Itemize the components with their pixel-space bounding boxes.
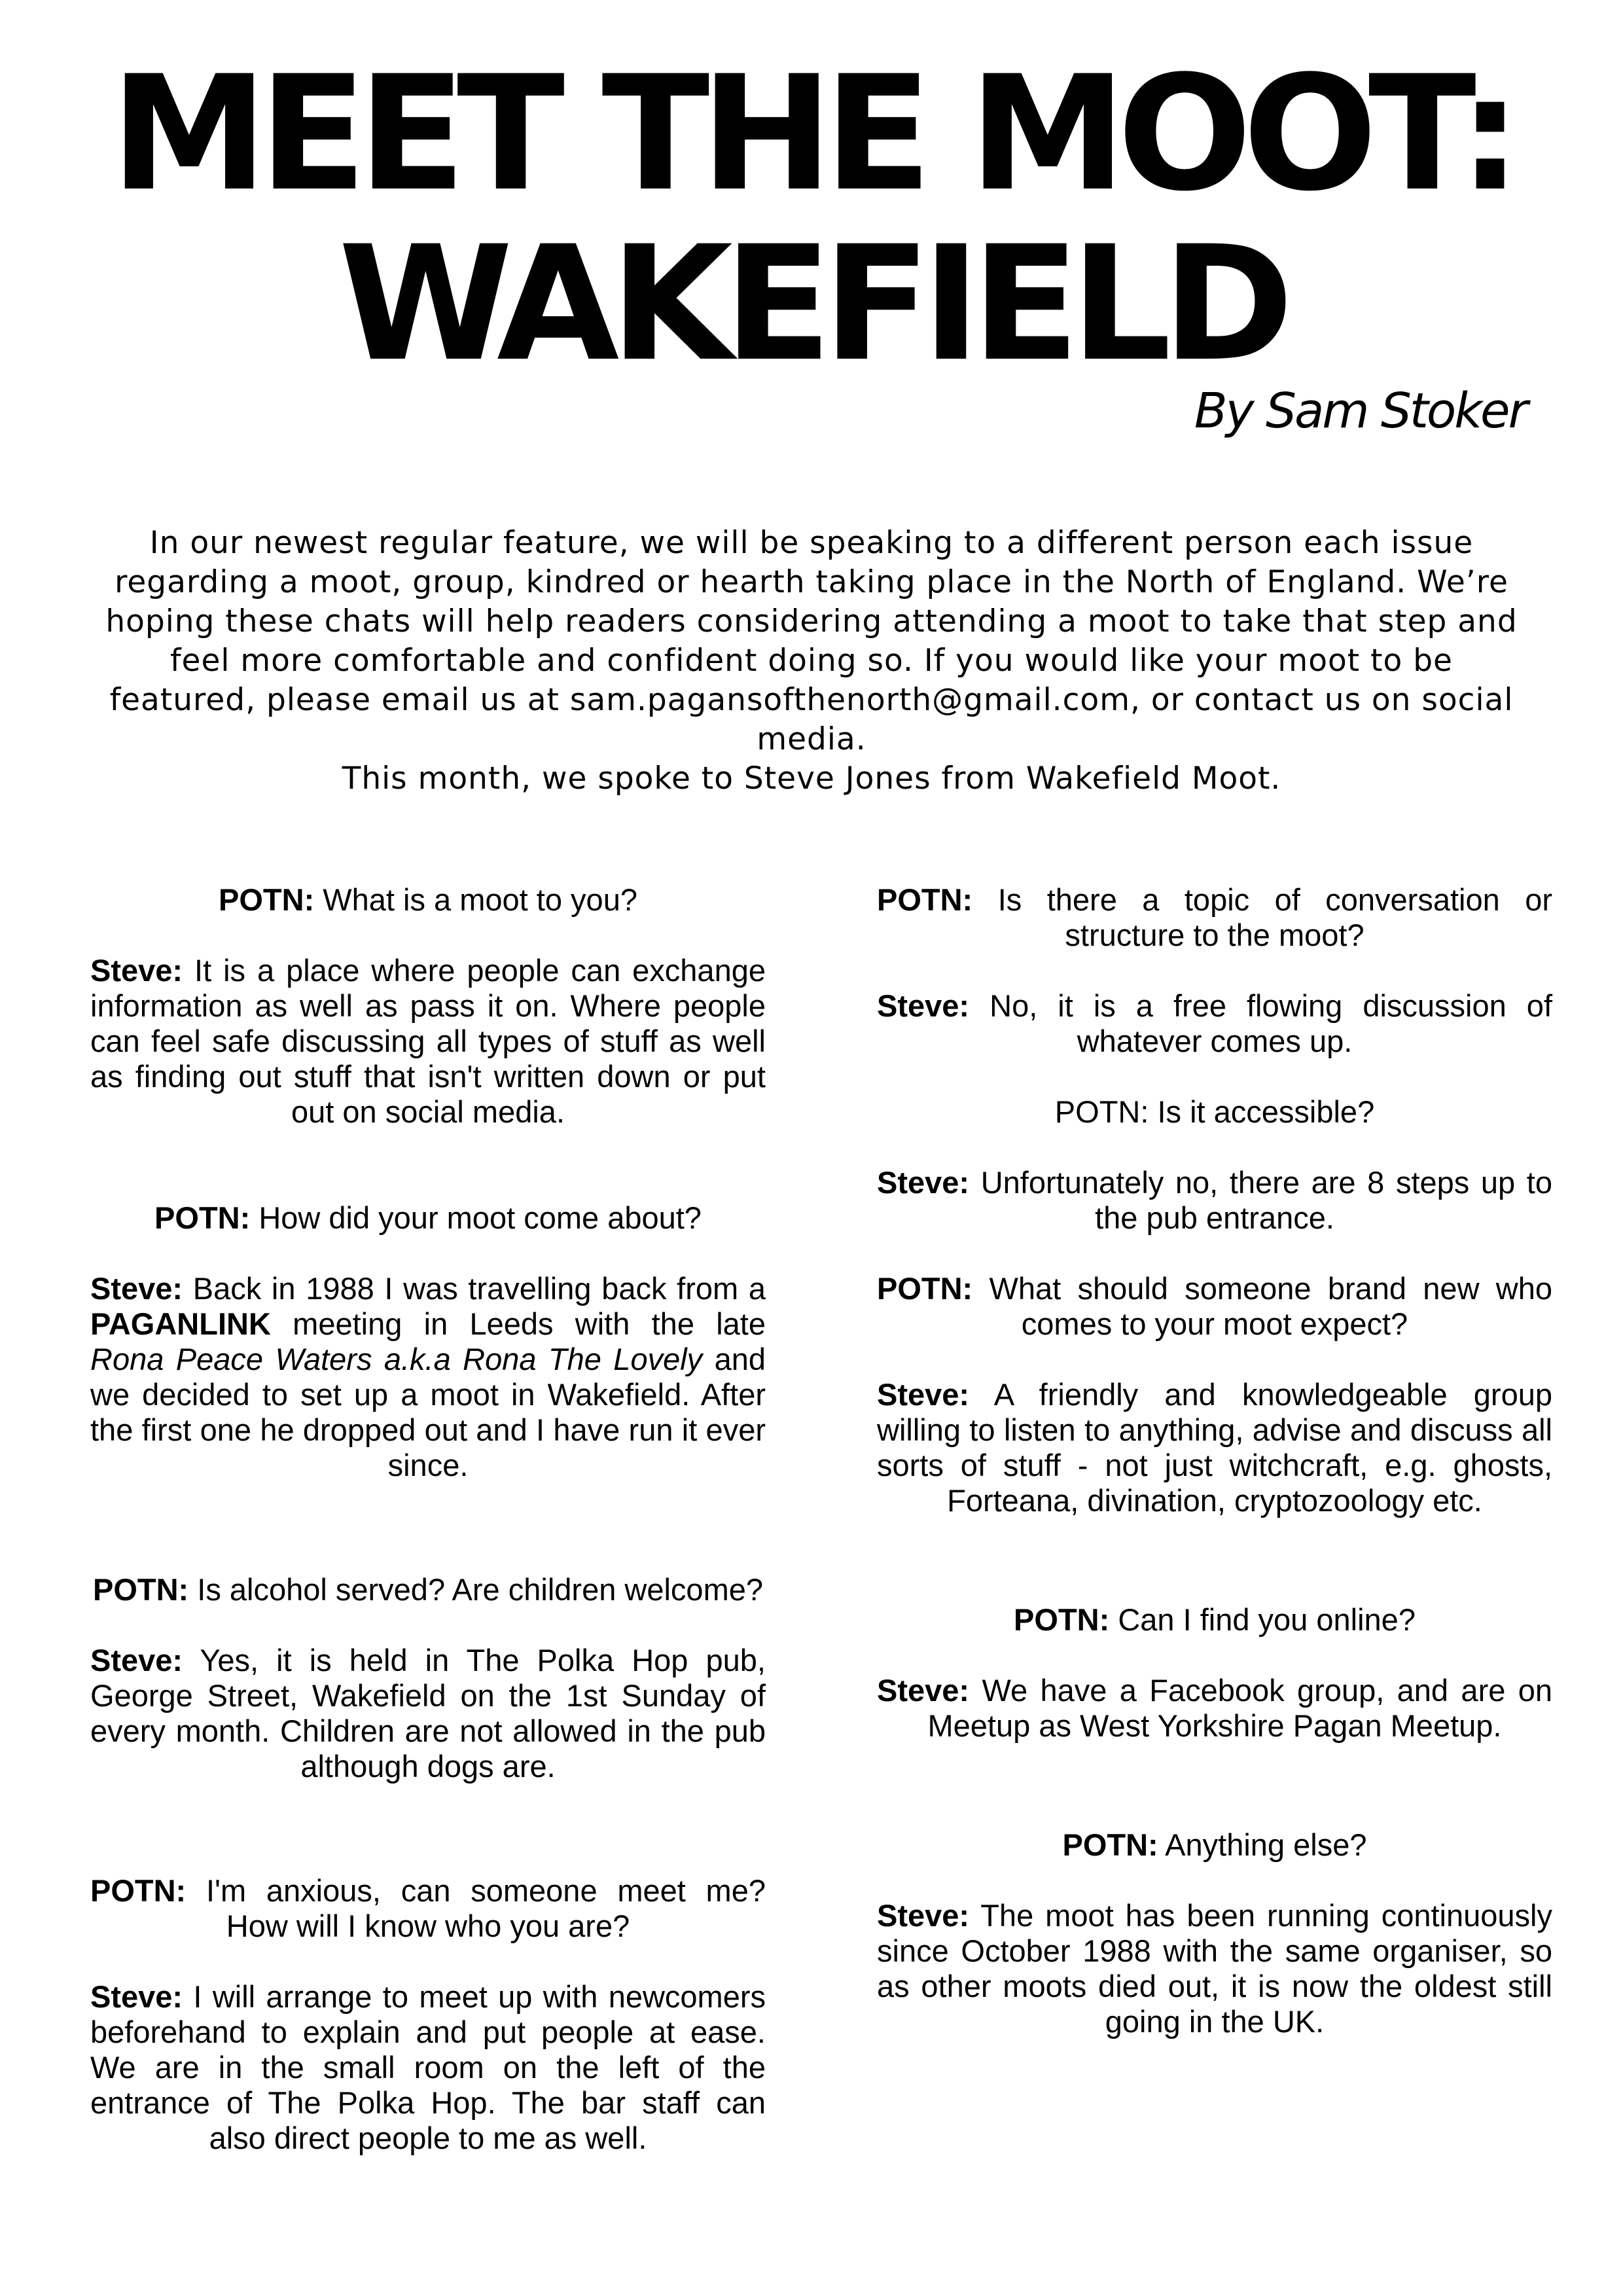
question-text: Is there a topic of conversation or structure to the moot? [997,882,1552,952]
byline: By Sam Stoker [1194,383,1526,439]
answer [877,1377,1552,1518]
question: POTN: Is it accessible? [1054,1094,1375,1129]
potn-label: POTN: [1062,1827,1158,1862]
answer-text: No, it is a free flowing discussion of whatever comes up. [990,988,1553,1058]
question [877,882,1552,953]
answer-text: It is a place where people can exchange information as well as pass it on. Where people can feel safe discussing all types of stuff as well as finding out stuff that isn't written down or put out on social media. [90,953,766,1129]
right-column [877,882,1552,2039]
question-text: Anything else? [1165,1827,1367,1862]
answer [877,1673,1552,1744]
potn-label: POTN: [219,882,315,917]
answer-text: Yes, it is held in The Polka Hop pub, George Street, Wakefield on the 1st Sunday of every month. Children are not allowed in the pub although dogs are. [90,1643,766,1784]
person-name: Rona Peace Waters a.k.a Rona The Lovely [90,1342,703,1376]
potn-label: POTN: [92,1572,189,1607]
question-text: I'm anxious, can someone meet me? How will I know who you are? [205,1873,766,1943]
question [877,1271,1552,1342]
article-title [0,42,1623,397]
potn-label: POTN: [1014,1602,1110,1637]
potn-label: POTN: [154,1200,251,1235]
question-text: Can I find you online? [1118,1602,1416,1637]
question-text: What should someone brand new who comes to your moot expect? [989,1271,1552,1341]
steve-label: Steve: [877,988,970,1023]
answer-text: and we decided to set up a moot in Wakefield. After the first one he dropped out and I have run it ever since. [90,1342,766,1482]
title-line-2: WAKEFIELD [338,212,1285,397]
answer [90,1979,766,2156]
answer-text: meeting in Leeds with the late [293,1306,766,1341]
potn-label: POTN: [877,1271,973,1306]
question-text: Is alcohol served? Are children welcome? [197,1572,763,1607]
question [877,1602,1552,1638]
steve-label: Steve: [877,1377,970,1412]
left-column [90,882,766,2156]
answer [90,1271,766,1483]
title-line-1: MEET THE MOOT: [110,42,1513,226]
answer-text: Unfortunately no, there are 8 steps up to the pub entrance. [980,1165,1553,1235]
steve-label: Steve: [877,1898,970,1933]
question [877,1827,1552,1863]
question-text: What is a moot to you? [323,882,637,917]
answer [877,1898,1552,2039]
question [90,882,766,918]
steve-label: Steve: [877,1673,970,1708]
answer-text: The moot has been running continuously since October 1988 with the same organiser, so as other moots died out, it is now the oldest still going in the UK. [877,1898,1552,2039]
question [90,1200,766,1236]
answer [877,988,1552,1059]
answer-text: We have a Facebook group, and are on Meetup as West Yorkshire Pagan Meetup. [927,1673,1552,1743]
answer [877,1165,1552,1236]
paganlink-name: PAGANLINK [90,1306,271,1341]
steve-label: Steve: [90,1271,183,1306]
question [90,1572,766,1607]
steve-label: Steve: [90,1979,183,2014]
answer [90,953,766,1130]
steve-label: Steve: [90,1643,183,1677]
steve-label: Steve: [90,953,183,988]
answer-text: A friendly and knowledgeable group willing to listen to anything, advise and discuss all sorts of stuff - not just witchcraft, e.g. ghosts, Forteana, divination, cryptozoology etc. [877,1377,1553,1518]
answer-text: I will arrange to meet up with newcomers beforehand to explain and put people at ease. We are in the small room on the left of the entrance of The Polka Hop. The bar staff can also direct people to me as well. [90,1979,766,2155]
intro-subtitle: This month, we spoke to Steve Jones from Wakefield Moot. [342,761,1281,797]
potn-label: POTN: [877,882,973,917]
question-text: How did your moot come about? [259,1200,702,1235]
intro-paragraph: In our newest regular feature, we will be speaking to a different person each issue regarding a moot, group, kindred or hearth taking place in the North of England. We’re hoping these chats will help readers considering attending a moot to take that step and feel more comfortable and confident doing so. If you would like your moot to be featured, please email us at sam.pagansofthenorth@gmail.com, or contact us on social media. [105,525,1518,757]
answer [90,1643,766,1784]
steve-label: Steve: [877,1165,970,1200]
answer-text: Back in 1988 I was travelling back from a [192,1271,766,1306]
question [90,1873,766,1944]
potn-label: POTN: [90,1873,187,1908]
